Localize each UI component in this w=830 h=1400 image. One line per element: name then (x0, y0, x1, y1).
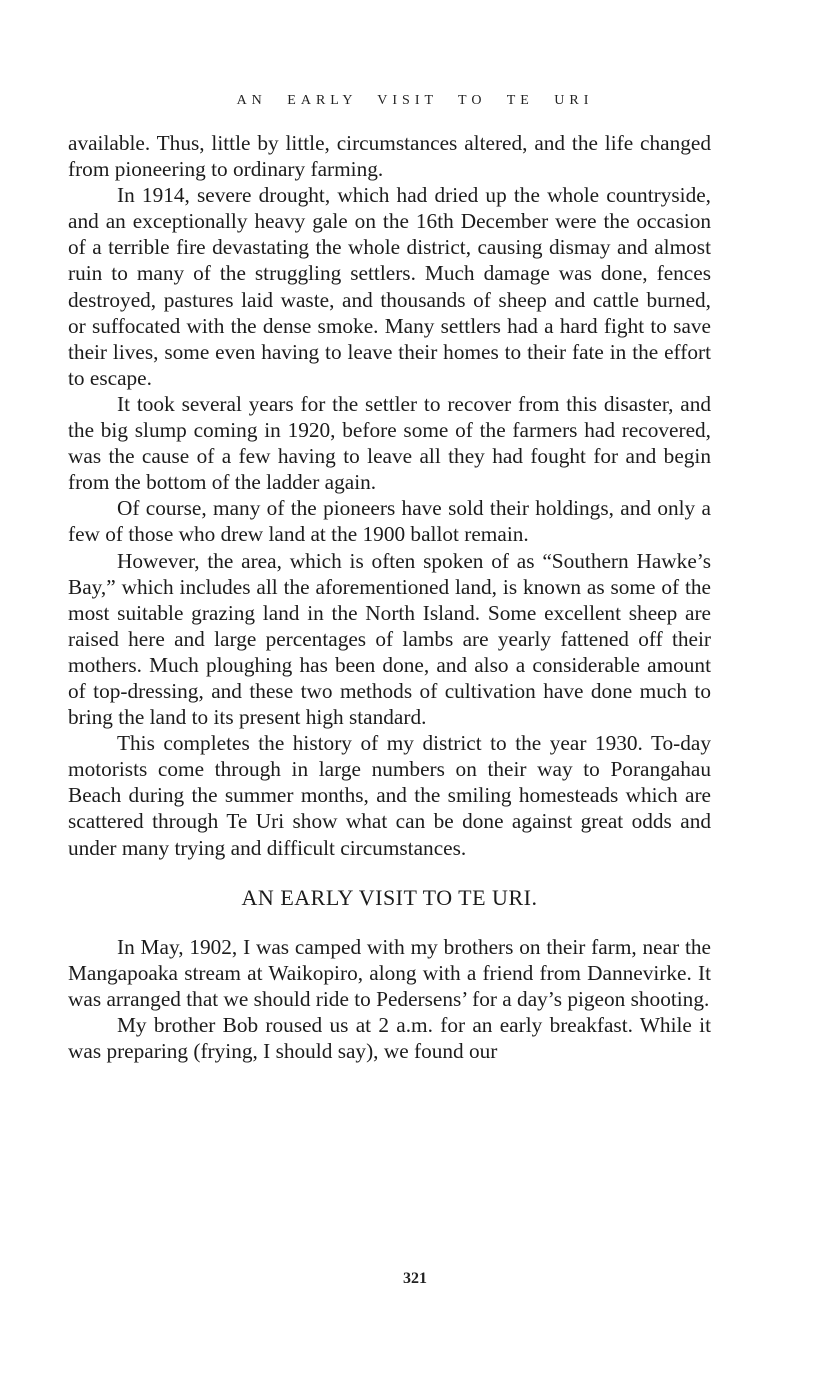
paragraph: Of course, many of the pioneers have sold their holdings, and only a few of those who drew land at the 1900 ballot remain. (68, 496, 711, 547)
section-heading: AN EARLY VISIT TO TE URI. (241, 884, 538, 910)
page-number: 321 (403, 1270, 427, 1287)
paragraph: My brother Bob roused us at 2 a.m. for an early breakfast. While it was preparing (frying, I should say), we found our (68, 1012, 711, 1063)
paragraph: In May, 1902, I was camped with my brothers on their farm, near the Mangapoaka stream at Waikopiro, along with a friend from Dannevirke. It was arranged that we should ride to Pedersens’ for a day’s pigeon shooting. (68, 934, 711, 1011)
paragraph: This completes the history of my district to the year 1930. To-day motorists come through in large numbers on their way to Porangahau Beach during the summer months, and the smiling homesteads which are scattered through Te Uri show what can be done against great odds and under many trying and difficult circumstances. (68, 731, 711, 860)
paragraph: It took several years for the settler to recover from this disaster, and the big slump coming in 1920, before some of the farmers had recovered, was the cause of a few having to leave all they had fought for and begin from the bottom of the ladder again. (68, 391, 711, 495)
paragraph: available. Thus, little by little, circumstances altered, and the life changed from pioneering to ordinary farming. (68, 131, 711, 182)
paragraph: However, the area, which is often spoken of as “Southern Hawke’s Bay,” which includes all the aforementioned land, is known as some of the most suitable grazing land in the North Island. Some excellent sheep are raised here and large percentages of lambs are yearly fattened off their mothers. Much ploughing has been done, and also a considerable amount of top-dressing, and these two methods of cultivation have done much to bring the land to its present high standard. (68, 548, 711, 730)
paragraph: In 1914, severe drought, which had dried up the whole countryside, and an exceptionally heavy gale on the 16th December were the occasion of a terrible fire devastating the whole district, causing dismay and almost ruin to many of the struggling settlers. Much damage was done, fences destroyed, pastures laid waste, and thousands of sheep and cattle burned, or suffocated with the dense smoke. Many settlers had a hard fight to save their lives, some even having to leave their homes to their fate in the effort to escape. (68, 183, 711, 390)
running-head: AN EARLY VISIT TO TE URI (236, 93, 594, 108)
body-text (68, 130, 711, 1064)
